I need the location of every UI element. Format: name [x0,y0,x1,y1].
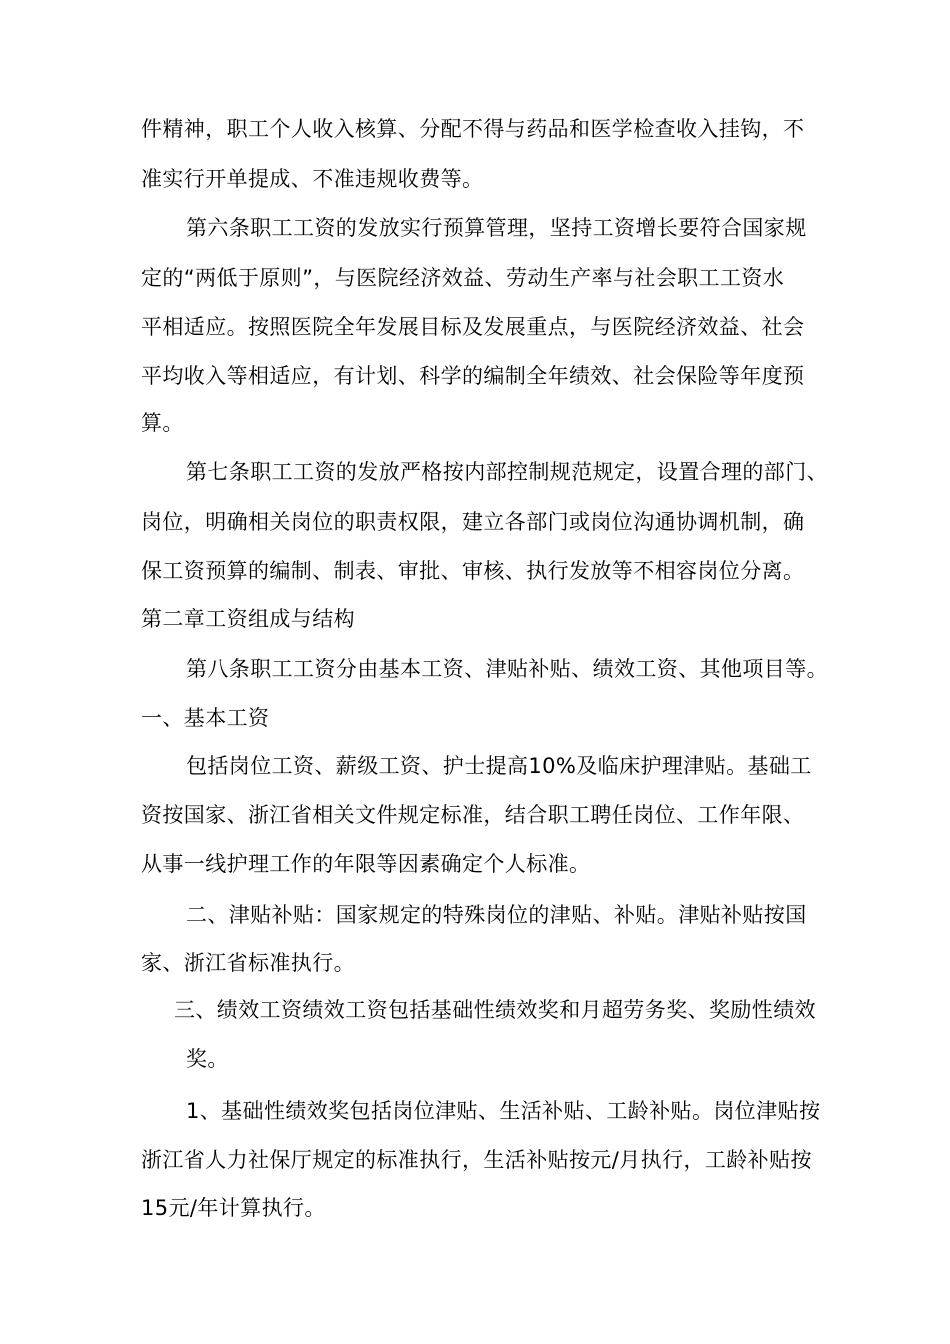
text-line: 第七条职工工资的发放严格按内部控制规范规定，设置合理的部门、 [186,460,828,484]
text-line: 家、浙江省标准执行。 [141,951,355,975]
text-line: 15元/年计算执行。 [141,1196,326,1220]
text-line: 1、基础性绩效奖包括岗位津贴、生活补贴、工龄补贴。岗位津贴按 [186,1099,821,1123]
section-heading: 三、绩效工资绩效工资包括基础性绩效奖和月超劳务奖、奖励性绩效 [174,998,816,1022]
text-line: 从事一线护理工作的年限等因素确定个人标准。 [141,852,591,876]
text-line: 资按国家、浙江省相关文件规定标准，结合职工聘任岗位、工作年限、 [141,803,805,827]
text-line: 平均收入等相适应，有计划、科学的编制全年绩效、社会保险等年度预 [141,364,805,388]
text-line: 定的“两低于原则”，与医院经济效益、劳动生产率与社会职工工资水 [141,266,785,290]
text-line: 平相适应。按照医院全年发展目标及发展重点，与医院经济效益、社会 [141,315,805,339]
text-line: 第六条职工工资的发放实行预算管理，坚持工资增长要符合国家规 [186,216,807,240]
text-line: 二、津贴补贴：国家规定的特殊岗位的津贴、补贴。津贴补贴按国 [186,903,807,927]
text-line: 奖。 [186,1047,229,1071]
text-line: 算。 [141,411,184,435]
text-line: 浙江省人力社保厅规定的标准执行，生活补贴按元/月执行，工龄补贴按 [141,1148,812,1172]
text-line: 岗位，明确相关岗位的职责权限，建立各部门或岗位沟通协调机制，确 [141,510,805,534]
text-line: 保工资预算的编制、制表、审批、审核、执行发放等不相容岗位分离。 [141,559,805,583]
text-line: 件精神，职工个人收入核算、分配不得与药品和医学检查收入挂钩，不 [141,117,805,141]
text-line: 准实行开单提成、不准违规收费等。 [141,167,484,191]
text-line: 包括岗位工资、薪级工资、护士提高10%及临床护理津贴。基础工 [186,754,812,778]
text-line: 第八条职工工资分由基本工资、津贴补贴、绩效工资、其他项目等。 [186,657,828,681]
chapter-heading: 第二章工资组成与结构 [141,607,355,631]
section-heading: 一、基本工资 [141,706,270,730]
